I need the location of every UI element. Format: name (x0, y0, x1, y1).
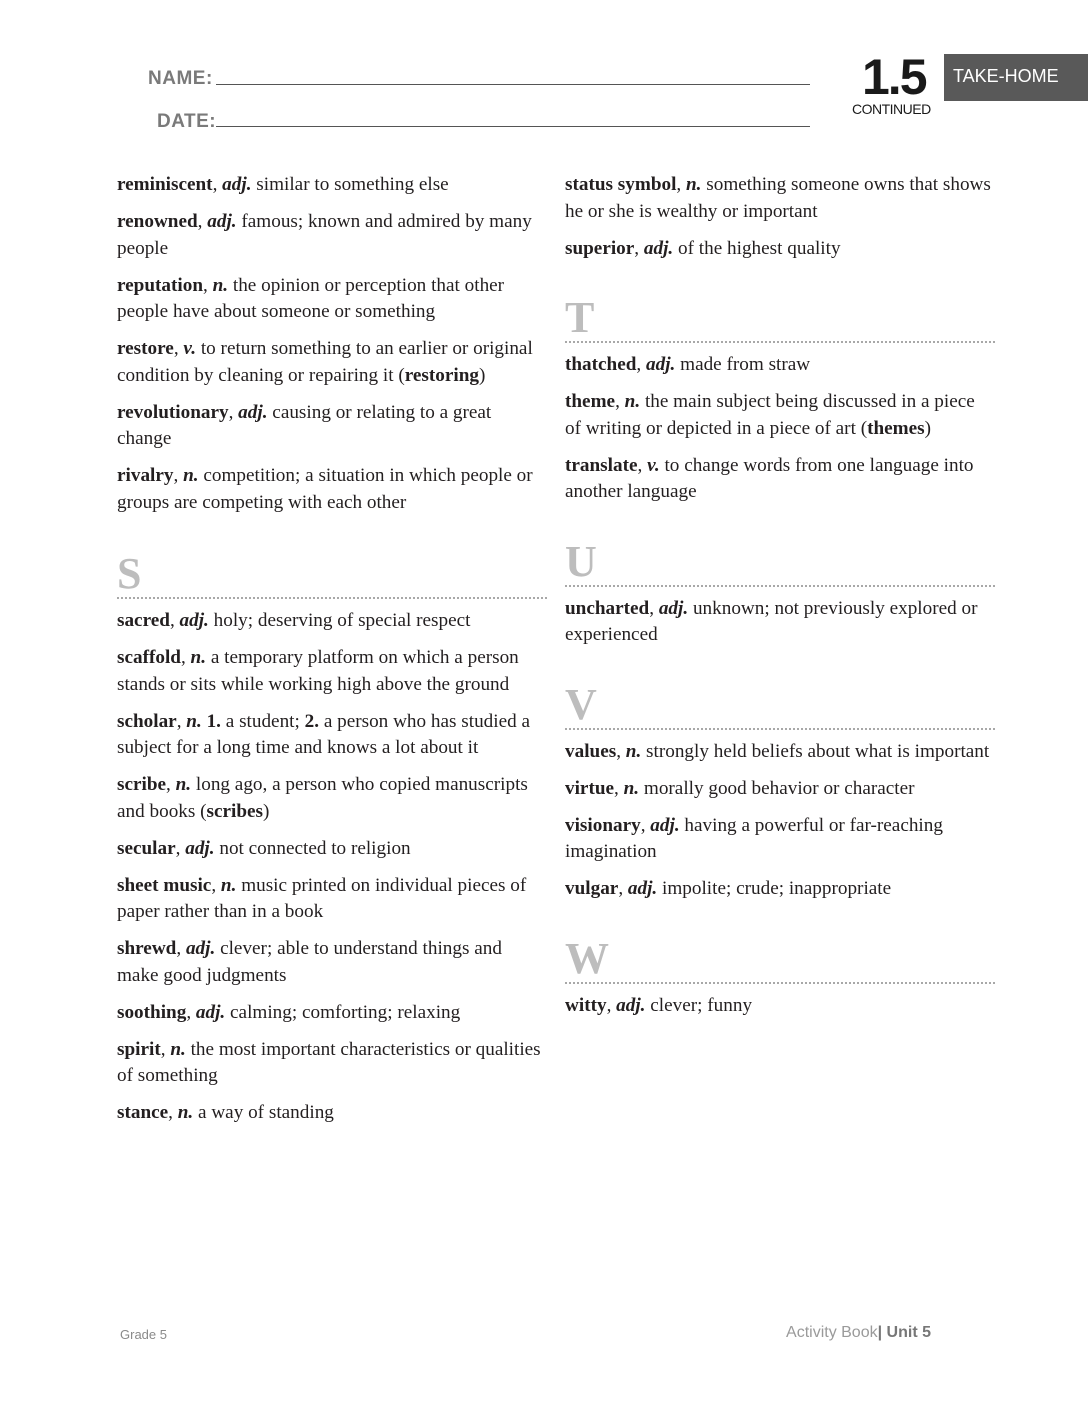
entry-pos: adj. (185, 938, 216, 959)
entry-pos: n. (175, 774, 192, 795)
glossary-entry-vulgar: vulgar, adj. impolite; crude; inappropriate (565, 878, 892, 899)
entry-pos: adj. (650, 814, 680, 836)
entry-word: sacred (117, 610, 170, 631)
entry-word: soothing (117, 1001, 187, 1023)
date-line[interactable] (216, 126, 810, 127)
entry-pos: n. (186, 710, 202, 732)
w-section (565, 933, 995, 1020)
entry-definition: a way of standing (198, 1102, 334, 1123)
glossary-entry-values: values, n. strongly held beliefs about what is important (565, 740, 990, 762)
entry-word: rivalry (117, 465, 174, 486)
letter-heading-t: T (565, 298, 995, 343)
entry-definition: similar to something else (256, 174, 449, 195)
s-section (117, 549, 547, 1127)
entry-pos: n. (686, 174, 702, 195)
t-section (565, 293, 995, 506)
entry-definition: of the highest quality (678, 237, 841, 259)
entry-word: values (565, 740, 617, 762)
entry-definition: unknown; not previously explored or experienced (565, 597, 978, 645)
footer-grade: Grade 5 (120, 1327, 167, 1342)
entry-definition: holy; deserving of special respect (213, 610, 471, 631)
glossary-entry-uncharted: uncharted, adj. unknown; not previously explored or experienced (565, 597, 978, 645)
glossary-entry-witty: witty, adj. clever; funny (565, 994, 753, 1016)
glossary-entry-visionary: visionary, adj. having a powerful or far-reaching imagination (565, 814, 943, 862)
entry-pos: adj. (646, 354, 676, 375)
entry-definition: the most important characteristics or qualities of something (117, 1038, 541, 1086)
r-section (117, 172, 547, 516)
entry-word: sheet music (117, 874, 212, 896)
entry-word: vulgar (565, 878, 619, 899)
entry-pos: adj. (627, 878, 658, 899)
entry-word: reputation (117, 274, 203, 296)
glossary-entry-sacred: sacred, adj. holy; deserving of special respect (117, 610, 471, 631)
entry-definition: famous; known and admired by many people (117, 211, 532, 259)
entry-definition: calming; comforting; relaxing (230, 1001, 461, 1023)
entry-pos: adj. (616, 994, 646, 1016)
entry-definition: not connected to religion (219, 837, 411, 859)
entry-word: visionary (565, 814, 641, 836)
glossary-entry-scholar: scholar, n. 1. a student; 2. a person who has studied a subject for a long time and knows a lot about it (117, 710, 531, 758)
entry-pos: n. (625, 740, 642, 762)
glossary-entry-secular: secular, adj. not connected to religion (117, 837, 411, 859)
glossary-entry-stance: stance, n. a way of standing (117, 1102, 334, 1123)
entry-pos: n. (190, 647, 207, 668)
entry-word: restore (117, 338, 174, 359)
sense-number-2: 2. (304, 710, 320, 732)
glossary-entry-soothing: soothing, adj. calming; comforting; relaxing (117, 1001, 461, 1023)
entry-definition: impolite; crude; inappropriate (662, 878, 892, 899)
lesson-number: 1.5 (862, 49, 926, 105)
glossary-entry-scaffold: scaffold, n. a temporary platform on which a person stands or sits while working high above the ground (117, 647, 519, 695)
entry-pos: n. (220, 874, 237, 896)
entry-word: reminiscent (117, 174, 213, 195)
entry-word: virtue (565, 777, 615, 799)
v-section (565, 679, 995, 903)
entry-definition: morally good behavior or character (643, 777, 915, 799)
letter-heading-s: S (117, 554, 547, 599)
entry-word: shrewd (117, 938, 177, 959)
name-line[interactable] (216, 84, 810, 85)
glossary-entry-spirit: spirit, n. the most important characteristics or qualities of something (117, 1038, 541, 1086)
entry-word: witty (565, 994, 607, 1016)
entry-word: scribe (117, 774, 167, 795)
entry-definition: causing or relating to a great change (117, 401, 492, 449)
glossary-entry-status-symbol: status symbol, n. something someone owns that shows he or she is wealthy or important (565, 174, 991, 222)
entry-word: theme (565, 391, 616, 412)
entry-pos: adj. (185, 837, 215, 859)
entry-pos: adj. (643, 237, 674, 259)
right-column (565, 172, 995, 1030)
entry-definition: to return something to an earlier or original condition by cleaning or repairing it (117, 338, 533, 386)
entry-pos: adj. (207, 211, 237, 232)
entry-word-form: restoring (404, 364, 479, 386)
entry-definition: made from straw (680, 354, 811, 375)
entry-definition: clever; able to understand things and make good judgments (117, 938, 502, 986)
entry-word: scaffold (117, 647, 181, 668)
entry-pos: n. (177, 1102, 194, 1123)
letter-heading-w: W (565, 939, 995, 984)
entry-word: renowned (117, 211, 198, 232)
entry-definition: a temporary platform on which a person stands or sits while working high above the ground (117, 647, 519, 695)
entry-pos: adj. (195, 1001, 226, 1023)
entry-definition: competition; a situation in which people or groups are competing with each other (117, 465, 533, 513)
glossary-entry-reminiscent: reminiscent, adj. similar to something else (117, 174, 449, 195)
entry-word-form: themes (867, 417, 925, 439)
entry-word: spirit (117, 1038, 161, 1060)
glossary-entry-scribe: scribe, n. long ago, a person who copied manuscripts and books (scribes) (117, 774, 528, 822)
glossary-entry-superior: superior, adj. of the highest quality (565, 237, 841, 259)
glossary-entry-shrewd: shrewd, adj. clever; able to understand things and make good judgments (117, 938, 502, 986)
entry-definition: strongly held beliefs about what is important (646, 740, 990, 762)
footer-unit: Unit 5 (886, 1324, 931, 1341)
entry-word: thatched (565, 354, 637, 375)
entry-definition-sense-1: a student; (225, 710, 300, 732)
entry-word: superior (565, 237, 635, 259)
glossary-entry-virtue: virtue, n. morally good behavior or character (565, 777, 915, 799)
letter-heading-u: U (565, 542, 995, 587)
entry-word: secular (117, 837, 176, 859)
glossary-entry-translate: translate, v. to change words from one language into another language (565, 454, 974, 502)
glossary-entry-rivalry: rivalry, n. competition; a situation in which people or groups are competing with each other (117, 465, 533, 513)
name-label: NAME: (148, 68, 213, 89)
glossary-entry-thatched: thatched, adj. made from straw (565, 354, 811, 375)
glossary-entry-sheet-music: sheet music, n. music printed on individual pieces of paper rather than in a book (117, 874, 527, 922)
entry-word: translate (565, 454, 638, 476)
entry-pos: v. (647, 454, 660, 476)
glossary-entry-restore: restore, v. to return something to an earlier or original condition by cleaning or repairing it (restoring) (117, 338, 533, 386)
entry-definition: long ago, a person who copied manuscripts and books (117, 774, 528, 822)
date-label: DATE: (157, 111, 217, 132)
entry-pos: adj. (658, 597, 689, 619)
entry-word: uncharted (565, 597, 650, 619)
glossary-entry-theme: theme, n. the main subject being discussed in a piece of writing or depicted in a piece of art (themes) (565, 391, 975, 439)
entry-word: revolutionary (117, 401, 229, 423)
glossary-entry-revolutionary: revolutionary, adj. causing or relating to a great change (117, 401, 492, 449)
entry-pos: n. (624, 391, 641, 412)
take-home-tag: TAKE-HOME (944, 54, 1088, 101)
entry-pos: n. (212, 274, 229, 296)
entry-pos: v. (183, 338, 197, 359)
entry-word: status symbol (565, 174, 677, 195)
s-continued-section (565, 172, 995, 262)
continued-label: CONTINUED (852, 101, 931, 117)
entry-definition: clever; funny (650, 994, 753, 1016)
entry-definition: to change words from one language into another language (565, 454, 974, 502)
entry-definition: something someone owns that shows he or she is wealthy or important (565, 174, 991, 222)
entry-pos: adj. (238, 401, 268, 423)
glossary-entry-renowned: renowned, adj. famous; known and admired by many people (117, 211, 532, 259)
sense-number-1: 1. (206, 710, 221, 732)
entry-definition: the main subject being discussed in a piece of writing or depicted in a piece of art (565, 391, 975, 439)
footer-book-unit (786, 1324, 931, 1342)
letter-heading-v: V (565, 685, 995, 730)
entry-definition: having a powerful or far-reaching imagination (565, 814, 943, 862)
entry-definition: the opinion or perception that other people have about someone or something (117, 274, 505, 322)
u-section (565, 536, 995, 649)
footer-separator: | (877, 1324, 883, 1341)
entry-pos: n. (183, 465, 199, 486)
entry-definition: music printed on individual pieces of paper rather than in a book (117, 874, 527, 922)
entry-word-form: scribes (206, 800, 264, 822)
entry-pos: adj. (179, 610, 209, 631)
entry-word: stance (117, 1102, 169, 1123)
left-column (117, 172, 547, 1137)
entry-pos: adj. (222, 174, 252, 195)
entry-definition-sense-2: a person who has studied a subject for a long time and knows a lot about it (117, 710, 531, 758)
glossary-entry-reputation: reputation, n. the opinion or perception that other people have about someone or something (117, 274, 505, 322)
entry-pos: n. (623, 777, 640, 799)
entry-word: scholar (117, 710, 177, 732)
footer-book: Activity Book (786, 1324, 878, 1341)
entry-pos: n. (170, 1038, 186, 1060)
